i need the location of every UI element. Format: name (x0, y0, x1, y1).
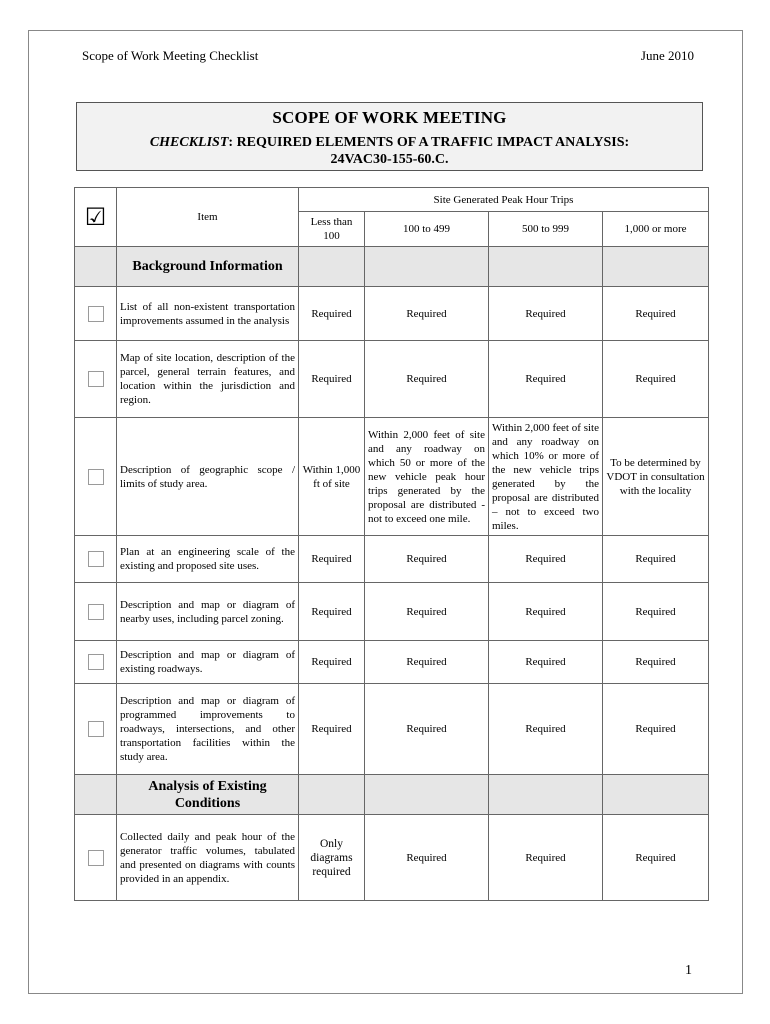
table-row (75, 815, 709, 901)
requirement-cell: Required (489, 287, 603, 341)
item-description: Map of site location, description of the parcel, general terrain features, and location within the jurisdiction and region. (117, 341, 299, 418)
requirement-cell: Required (603, 641, 709, 684)
checklist-table (74, 187, 709, 901)
item-description: Description and map or diagram of programmed improvements to roadways, intersections, and other transportation facilities within the study area. (117, 684, 299, 775)
requirement-cell: Required (603, 341, 709, 418)
column-header: Less than 100 (299, 212, 365, 247)
item-description: List of all non-existent transportation improvements assumed in the analysis (117, 287, 299, 341)
requirement-cell: Required (603, 536, 709, 583)
item-description: Plan at an engineering scale of the existing and proposed site uses. (117, 536, 299, 583)
requirement-cell: Required (489, 341, 603, 418)
group-header: Site Generated Peak Hour Trips (299, 188, 709, 212)
requirement-cell: Required (489, 815, 603, 901)
requirement-cell: Required (365, 583, 489, 641)
checked-box-icon: ☑ (84, 203, 107, 231)
checkbox[interactable] (88, 850, 104, 866)
table-row (75, 583, 709, 641)
section-row (75, 247, 709, 287)
checkbox[interactable] (88, 654, 104, 670)
requirement-cell: Required (489, 684, 603, 775)
table-row (75, 684, 709, 775)
running-header-date: June 2010 (640, 48, 694, 63)
requirement-cell: Only diagrams required (299, 815, 365, 901)
table-row (75, 418, 709, 536)
column-header: 100 to 499 (365, 212, 489, 247)
column-header: 500 to 999 (489, 212, 603, 247)
requirement-cell: Required (365, 815, 489, 901)
requirement-cell: Required (299, 341, 365, 418)
requirement-cell: Required (365, 536, 489, 583)
requirement-cell: Within 1,000 ft of site (299, 418, 365, 536)
page-number: 1 (685, 963, 692, 978)
section-label: Background Information (117, 247, 299, 287)
check-header-cell (75, 188, 117, 247)
checkbox[interactable] (88, 721, 104, 737)
title-box (76, 102, 703, 171)
requirement-cell: Required (299, 641, 365, 684)
running-header-title: Scope of Work Meeting Checklist (82, 48, 259, 63)
requirement-cell: Required (299, 536, 365, 583)
requirement-cell: Required (365, 287, 489, 341)
subtitle-text: : REQUIRED ELEMENTS OF A TRAFFIC IMPACT ANALYSIS: (228, 135, 630, 150)
requirement-cell: Within 2,000 feet of site and any roadway on which 10% or more of the new vehicle trips generated by the proposal are distributed – not to exceed two miles. (489, 418, 603, 536)
table-row (75, 536, 709, 583)
item-description: Description of geographic scope / limits of study area. (117, 418, 299, 536)
item-header: Item (117, 188, 299, 247)
requirement-cell: Required (603, 684, 709, 775)
requirement-cell: Required (299, 583, 365, 641)
checkbox[interactable] (88, 306, 104, 322)
requirement-cell: Required (299, 287, 365, 341)
requirement-cell: Required (365, 641, 489, 684)
checklist-word: CHECKLIST (149, 135, 229, 150)
regulation-code: 24VAC30-155-60.C. (330, 152, 449, 167)
requirement-cell: Required (603, 815, 709, 901)
checkbox[interactable] (88, 604, 104, 620)
column-header: 1,000 or more (603, 212, 709, 247)
requirement-cell: Required (603, 287, 709, 341)
document-subtitle (77, 134, 702, 168)
item-description: Description and map or diagram of existing roadways. (117, 641, 299, 684)
requirement-cell: Required (489, 583, 603, 641)
table-row (75, 287, 709, 341)
requirement-cell: Required (365, 341, 489, 418)
item-description: Collected daily and peak hour of the generator traffic volumes, tabulated and presented on diagrams with counts provided in an appendix. (117, 815, 299, 901)
table-row (75, 341, 709, 418)
requirement-cell: Required (365, 684, 489, 775)
requirement-cell: Within 2,000 feet of site and any roadway on which 50 or more of the new vehicle peak hour trips generated by the proposal are distributed - not to exceed one mile. (365, 418, 489, 536)
section-row (75, 775, 709, 815)
item-description: Description and map or diagram of nearby uses, including parcel zoning. (117, 583, 299, 641)
requirement-cell: Required (603, 583, 709, 641)
requirement-cell: To be determined by VDOT in consultation with the locality (603, 418, 709, 536)
document-page (28, 30, 743, 994)
requirement-cell: Required (299, 684, 365, 775)
requirement-cell: Required (489, 536, 603, 583)
requirement-cell: Required (489, 641, 603, 684)
checkbox[interactable] (88, 469, 104, 485)
checkbox[interactable] (88, 551, 104, 567)
checkbox[interactable] (88, 371, 104, 387)
section-label: Analysis of Existing Conditions (117, 775, 299, 815)
document-title: SCOPE OF WORK MEETING (272, 108, 507, 127)
table-row (75, 641, 709, 684)
